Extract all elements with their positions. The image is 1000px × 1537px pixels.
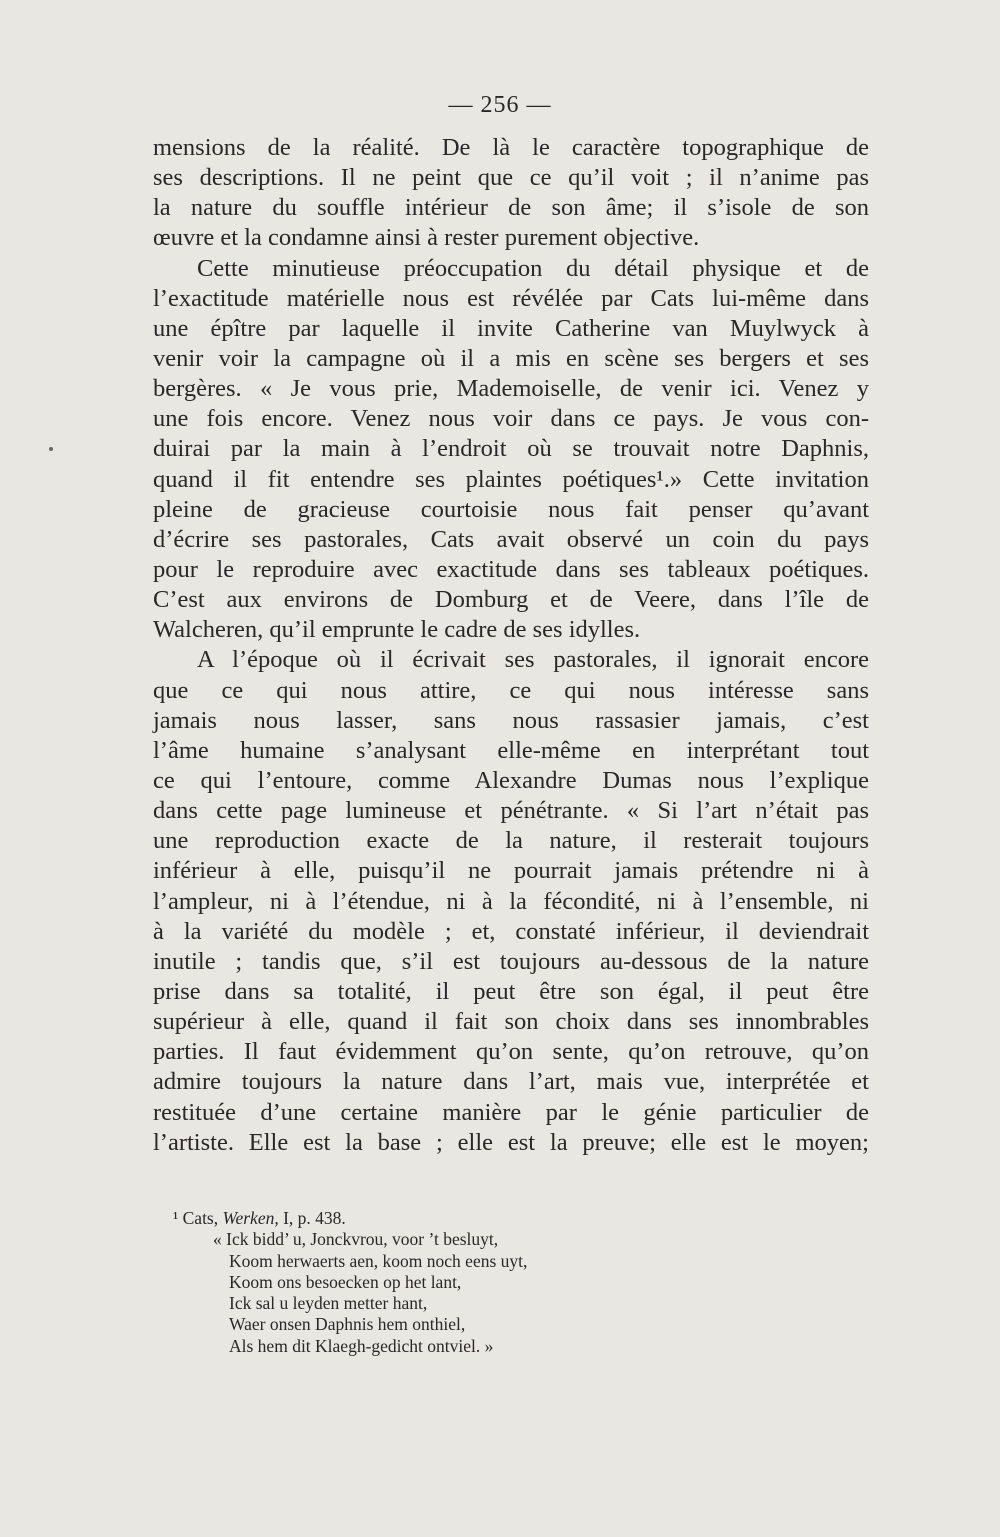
body-line: pour le reproduire avec exactitude dans ses tableaux poétiques. <box>153 555 869 583</box>
body-line: que ce qui nous attire, ce qui nous intéresse sans <box>153 676 869 704</box>
body-line: une reproduction exacte de la nature, il resterait toujours <box>153 827 869 855</box>
body-line: l’artiste. Elle est la base ; elle est la preuve; elle est le moyen; <box>153 1128 869 1156</box>
body-line: d’écrire ses pastorales, Cats avait observé un coin du pays <box>153 525 869 553</box>
verse-line: Waer onsen Daphnis hem onthiel, <box>229 1314 466 1335</box>
body-line: Cette minutieuse préoccupation du détail physique et de <box>197 254 869 282</box>
citation-author: Cats, <box>182 1208 219 1228</box>
body-line: une fois encore. Venez nous voir dans ce pays. Je vous con- <box>153 405 869 433</box>
body-line: l’ampleur, ni à l’étendue, ni à la fécondité, ni à l’ensemble, ni <box>153 887 869 915</box>
paper-speck <box>49 447 53 451</box>
footnote-marker: ¹ <box>173 1208 179 1228</box>
body-line: supérieur à elle, quand il fait son choix dans ses innombrables <box>153 1008 869 1036</box>
body-line: A l’époque où il écrivait ses pastorales, il ignorait encore <box>197 646 869 674</box>
body-line: C’est aux environs de Domburg et de Veere, dans l’île de <box>153 586 869 614</box>
body-line: ce qui l’entoure, comme Alexandre Dumas nous l’explique <box>153 766 869 794</box>
body-line: œuvre et la condamne ainsi à rester purement objective. <box>153 224 700 252</box>
verse-line: « Ick bidd’ u, Jonckvrou, voor ’t besluyt, <box>213 1229 499 1250</box>
body-line: l’âme humaine s’analysant elle-même en interprétant tout <box>153 736 869 764</box>
body-line: pleine de gracieuse courtoisie nous fait penser qu’avant <box>153 495 869 523</box>
citation-rest: I, p. 438. <box>283 1208 346 1228</box>
body-line: prise dans sa totalité, il peut être son égal, il peut être <box>153 977 869 1005</box>
body-line: inutile ; tandis que, s’il est toujours au-dessous de la nature <box>153 947 869 975</box>
body-line: admire toujours la nature dans l’art, mais vue, interprétée et <box>153 1068 869 1096</box>
body-line: une épître par laquelle il invite Catherine van Muylwyck à <box>153 314 869 342</box>
body-line: quand il fit entendre ses plaintes poétiques¹.» Cette invitation <box>153 465 869 493</box>
verse-line: Koom ons besoecken op het lant, <box>229 1271 462 1292</box>
verse-line: Als hem dit Klaegh-gedicht ontviel. » <box>229 1335 494 1356</box>
body-line: Walcheren, qu’il emprunte le cadre de ses idylles. <box>153 616 641 644</box>
body-line: l’exactitude matérielle nous est révélée par Cats lui-même dans <box>153 284 869 312</box>
body-line: parties. Il faut évidemment qu’on sente, qu’on retrouve, qu’on <box>153 1038 869 1066</box>
body-line: venir voir la campagne où il a mis en scène ses bergers et ses <box>153 344 869 372</box>
citation-work: Werken, <box>222 1208 279 1228</box>
body-text <box>153 133 869 1158</box>
footnotes <box>173 1208 693 1357</box>
page-number: — 256 — <box>448 92 552 118</box>
body-line: jamais nous lasser, sans nous rassasier jamais, c’est <box>153 706 869 734</box>
body-line: ses descriptions. Il ne peint que ce qu’il voit ; il n’anime pas <box>153 164 869 192</box>
body-line: mensions de la réalité. De là le caractère topographique de <box>153 134 869 161</box>
verse-line: Koom herwaerts aen, koom noch eens uyt, <box>229 1250 528 1271</box>
body-line: restituée d’une certaine manière par le génie particulier de <box>153 1098 869 1126</box>
body-line: bergères. « Je vous prie, Mademoiselle, de venir ici. Venez y <box>153 375 869 403</box>
body-line: dans cette page lumineuse et pénétrante. « Si l’art n’était pas <box>153 797 869 825</box>
body-line: à la variété du modèle ; et, constaté inférieur, il deviendrait <box>153 917 869 945</box>
verse-line: Ick sal u leyden metter hant, <box>229 1293 428 1314</box>
footnote-citation <box>173 1208 693 1229</box>
body-line: duirai par la main à l’endroit où se trouvait notre Daphnis, <box>153 435 869 463</box>
body-line: inférieur à elle, puisqu’il ne pourrait jamais prétendre ni à <box>153 857 869 885</box>
body-line: la nature du souffle intérieur de son âme; il s’isole de son <box>153 194 869 222</box>
